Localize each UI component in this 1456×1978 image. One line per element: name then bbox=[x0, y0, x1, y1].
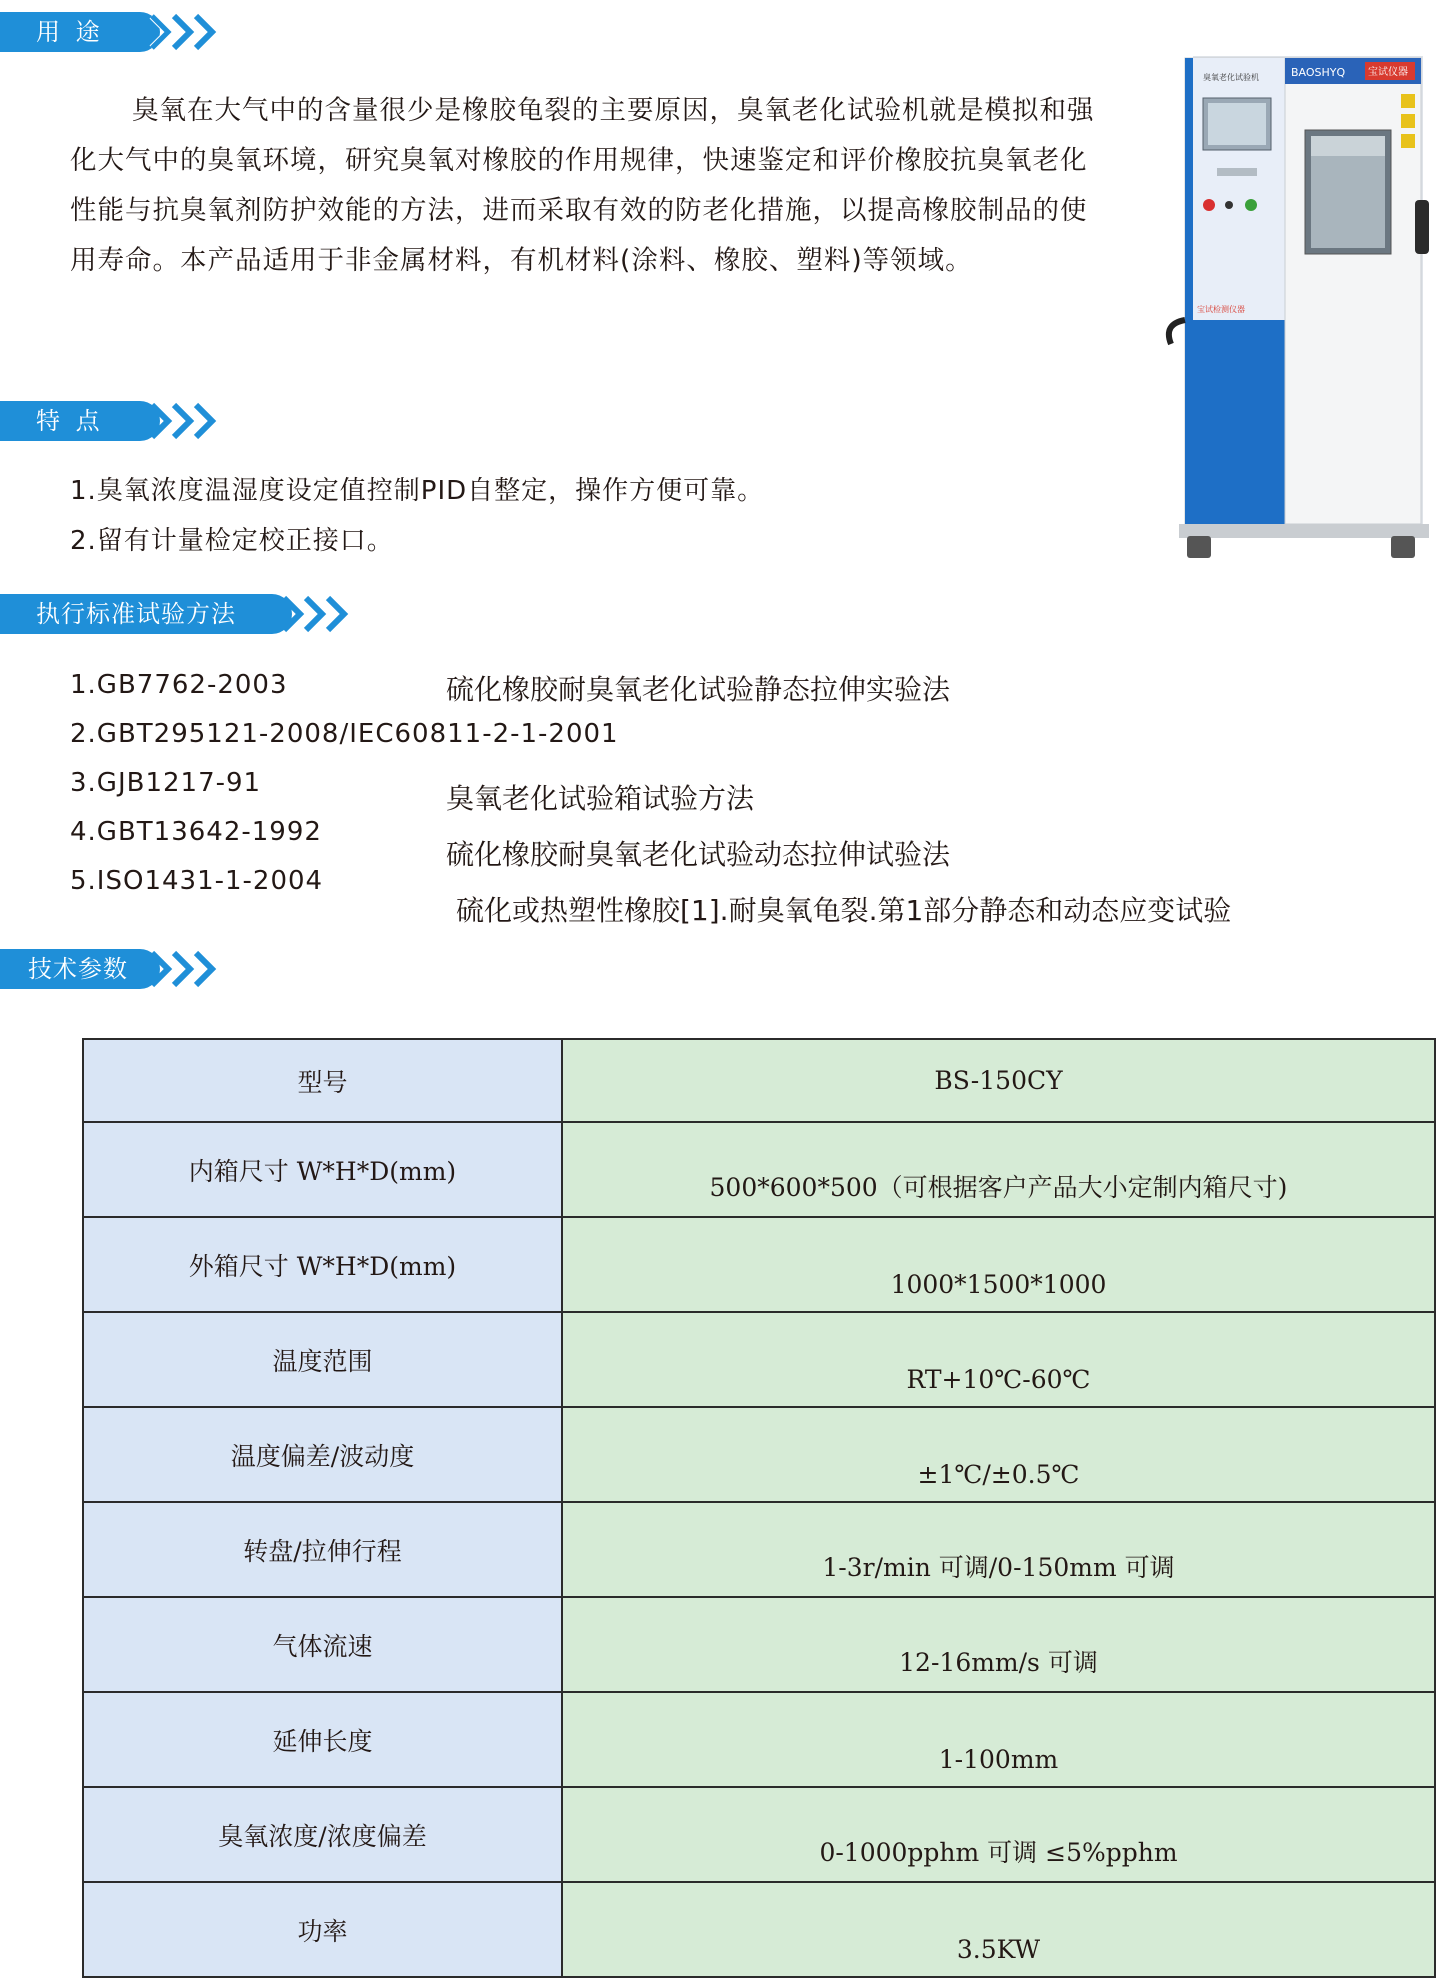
usage-description: 臭氧在大气中的含量很少是橡胶龟裂的主要原因，臭氧老化试验机就是模拟和强化大气中的臭氧环境，研究臭氧对橡胶的作用规律，快速鉴定和评价橡胶抗臭氧老化性能与抗臭氧剂防护效能的方法，进而采取有效的防老化措施，以提高橡胶制品的使用寿命。本产品适用于非金属材料，有机材料(涂料、橡胶、塑料)等领域。 bbox=[70, 95, 1095, 276]
feature-item: 2.留有计量检定校正接口。 bbox=[70, 526, 394, 556]
product-photo-ozone-chamber bbox=[1165, 50, 1455, 560]
table-row bbox=[83, 1692, 1435, 1787]
product-bottom-label: 宝试检测仪器 bbox=[1197, 305, 1245, 314]
spec-key: 温度范围 bbox=[83, 1312, 562, 1407]
spec-value: 1-100mm bbox=[562, 1692, 1435, 1787]
section-title-standards: 执行标准试验方法 bbox=[36, 600, 236, 628]
section-title-features: 特 点 bbox=[36, 407, 104, 435]
spec-value: ±1℃/±0.5℃ bbox=[562, 1407, 1435, 1502]
table-row bbox=[83, 1312, 1435, 1407]
section-header-features bbox=[0, 401, 220, 441]
spec-key: 延伸长度 bbox=[83, 1692, 562, 1787]
table-row bbox=[83, 1787, 1435, 1882]
section-title-params: 技术参数 bbox=[28, 955, 128, 983]
section-bar bbox=[0, 594, 292, 634]
standard-name: 硫化或热塑性橡胶[1].耐臭氧龟裂.第1部分静态和动态应变试验 bbox=[456, 894, 1232, 927]
spec-key: 转盘/拉伸行程 bbox=[83, 1502, 562, 1597]
chevrons-icon bbox=[148, 949, 220, 989]
table-row bbox=[83, 1597, 1435, 1692]
section-title-usage: 用 途 bbox=[36, 18, 104, 46]
spec-key: 内箱尺寸 W*H*D(mm) bbox=[83, 1122, 562, 1217]
spec-key: 气体流速 bbox=[83, 1597, 562, 1692]
spec-value: RT+10℃-60℃ bbox=[562, 1312, 1435, 1407]
spec-value: 3.5KW bbox=[562, 1882, 1435, 1977]
chevrons-icon bbox=[280, 594, 352, 634]
product-brand-label: BAOSHYQ bbox=[1291, 66, 1346, 79]
product-brand-cn-label: 宝试仪器 bbox=[1368, 67, 1408, 78]
table-row bbox=[83, 1502, 1435, 1597]
product-top-label: 臭氧老化试验机 bbox=[1203, 73, 1259, 82]
section-header-usage bbox=[0, 12, 220, 52]
standard-name: 硫化橡胶耐臭氧老化试验静态拉伸实验法 bbox=[446, 673, 951, 706]
section-bar bbox=[0, 949, 160, 989]
spec-value: 500*600*500（可根据客户产品大小定制内箱尺寸) bbox=[562, 1122, 1435, 1217]
chevrons-icon bbox=[148, 12, 220, 52]
section-header-params bbox=[0, 949, 220, 989]
spec-table bbox=[82, 1038, 1436, 1978]
spec-value: 1-3r/min 可调/0-150mm 可调 bbox=[562, 1502, 1435, 1597]
table-row bbox=[83, 1407, 1435, 1502]
feature-item: 1.臭氧浓度温湿度设定值控制PID自整定，操作方便可靠。 bbox=[70, 476, 765, 506]
spec-key: 型号 bbox=[83, 1039, 562, 1122]
table-row bbox=[83, 1039, 1435, 1122]
table-row bbox=[83, 1122, 1435, 1217]
standard-code: 2.GBT295121-2008/IEC60811-2-1-2001 bbox=[70, 719, 619, 749]
spec-key: 功率 bbox=[83, 1882, 562, 1977]
table-row bbox=[83, 1217, 1435, 1312]
standard-code: 4.GBT13642-1992 bbox=[70, 817, 322, 847]
spec-key: 温度偏差/波动度 bbox=[83, 1407, 562, 1502]
chevrons-icon bbox=[148, 401, 220, 441]
spec-key: 外箱尺寸 W*H*D(mm) bbox=[83, 1217, 562, 1312]
section-bar bbox=[0, 401, 160, 441]
table-row bbox=[83, 1882, 1435, 1977]
standard-name: 硫化橡胶耐臭氧老化试验动态拉伸试验法 bbox=[446, 838, 951, 871]
spec-key: 臭氧浓度/浓度偏差 bbox=[83, 1787, 562, 1882]
section-bar bbox=[0, 12, 160, 52]
standard-code: 5.ISO1431-1-2004 bbox=[70, 866, 324, 896]
section-header-standards bbox=[0, 594, 350, 634]
spec-value: 1000*1500*1000 bbox=[562, 1217, 1435, 1312]
spec-value: BS-150CY bbox=[562, 1039, 1435, 1122]
standard-code: 3.GJB1217-91 bbox=[70, 768, 262, 798]
standard-name: 臭氧老化试验箱试验方法 bbox=[446, 782, 755, 815]
spec-value: 12-16mm/s 可调 bbox=[562, 1597, 1435, 1692]
standard-code: 1.GB7762-2003 bbox=[70, 670, 288, 700]
spec-value: 0-1000pphm 可调 ≤5%pphm bbox=[562, 1787, 1435, 1882]
